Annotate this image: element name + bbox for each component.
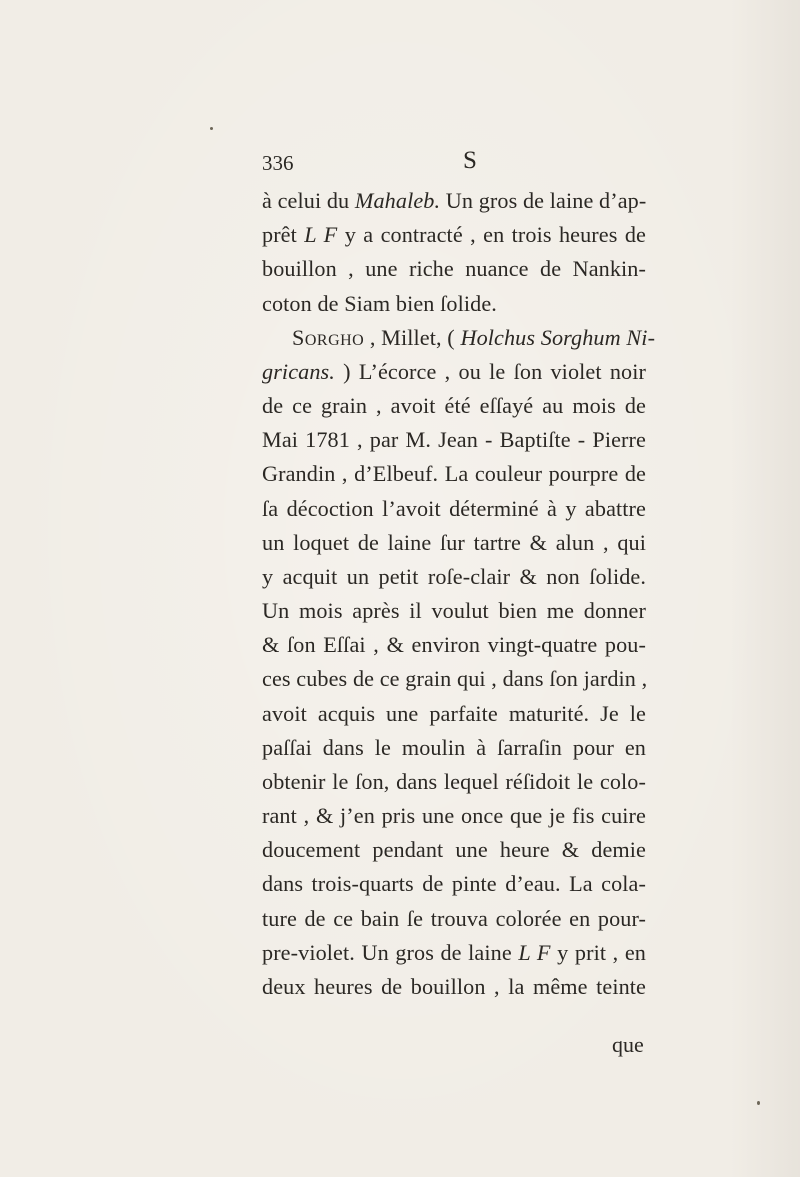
text-run: de ce grain , avoit été eſſayé au mois de — [262, 393, 646, 419]
text-run: ture de ce bain ſe trouva colorée en pour- — [262, 905, 646, 931]
text-line — [262, 492, 646, 526]
text-line — [262, 526, 646, 560]
text-line — [262, 970, 646, 1004]
text-run: y a contracté , en trois heures de — [337, 222, 646, 248]
text-line — [262, 252, 646, 286]
text-line — [262, 457, 646, 491]
text-run: deux heures de bouillon , la même teinte — [262, 973, 646, 999]
text-line — [262, 560, 646, 594]
text-run: prêt — [262, 222, 305, 248]
text-run: rant , & j’en pris une once que je fis cuire — [262, 803, 646, 829]
text-run: ) L’écorce , ou le ſon violet noir — [334, 358, 646, 384]
text-run: un loquet de laine ſur tartre & alun , qui — [262, 529, 646, 555]
text-run: avoit acquis une parfaite maturité. Je le — [262, 700, 646, 726]
text-line — [262, 423, 646, 457]
italic-text-run: L F — [518, 939, 551, 965]
text-line — [262, 389, 646, 423]
text-run: dans trois-quarts de pinte d’eau. La cola- — [262, 871, 646, 897]
text-line — [262, 902, 646, 936]
text-line — [262, 765, 646, 799]
text-run: & ſon Eſſai , & environ vingt-quatre pou- — [262, 632, 646, 658]
catchword: que — [612, 1032, 644, 1057]
text-run: ces cubes de ce grain qui , dans ſon jardin , — [262, 666, 648, 692]
text-run: Un gros de laine d’ap- — [440, 188, 647, 213]
text-run: ſa décoction l’avoit déterminé à y abattre — [262, 495, 646, 521]
text-run: , Millet, ( — [364, 324, 461, 350]
text-line — [262, 799, 646, 833]
text-line — [262, 594, 646, 628]
text-run: bouillon , une riche nuance de Nankin- — [262, 256, 646, 282]
italic-text-run: L F — [304, 222, 338, 248]
text-line — [262, 355, 646, 389]
paper-speck — [757, 1101, 760, 1105]
text-line — [262, 731, 646, 765]
text-line — [262, 833, 646, 867]
paper-speck — [210, 127, 213, 130]
italic-text-run: Mahaleb. — [354, 188, 441, 213]
text-line — [262, 697, 646, 731]
text-run: coton de Siam bien ſolide. — [262, 290, 497, 316]
small-caps-text-run: Sorgho — [292, 324, 365, 350]
text-run: obtenir le ſon, dans lequel réſidoit le colo- — [262, 768, 646, 794]
text-line — [262, 218, 646, 252]
running-head-letter: S — [463, 147, 477, 174]
text-line — [262, 662, 646, 696]
page-number: 336 — [262, 151, 294, 175]
text-run: y prit , en — [550, 939, 646, 965]
text-line — [262, 628, 646, 662]
text-line — [262, 287, 646, 321]
text-run: à celui du — [262, 188, 355, 213]
text-run: y acquit un petit roſe-clair & non ſolide. — [262, 563, 646, 589]
page-edge-shadow — [730, 0, 800, 1177]
text-line — [262, 321, 656, 355]
text-run: Mai 1781 , par M. Jean - Baptiſte - Pierre — [262, 427, 646, 453]
text-line — [262, 184, 646, 218]
text-line — [262, 936, 646, 970]
text-run: doucement pendant une heure & demie — [262, 837, 646, 863]
italic-text-run: gricans. — [262, 358, 335, 384]
italic-text-run: Holchus Sorghum Ni- — [460, 324, 656, 350]
text-run: paſſai dans le moulin à ſarraſin pour en — [262, 734, 646, 760]
text-line — [262, 867, 646, 901]
page-header — [262, 147, 642, 181]
text-run: Grandin , d’Elbeuf. La couleur pourpre de — [262, 461, 646, 487]
text-run: Un mois après il voulut bien me donner — [262, 598, 646, 624]
text-run: pre-violet. Un gros de laine — [262, 939, 519, 965]
body-text — [262, 184, 656, 1004]
